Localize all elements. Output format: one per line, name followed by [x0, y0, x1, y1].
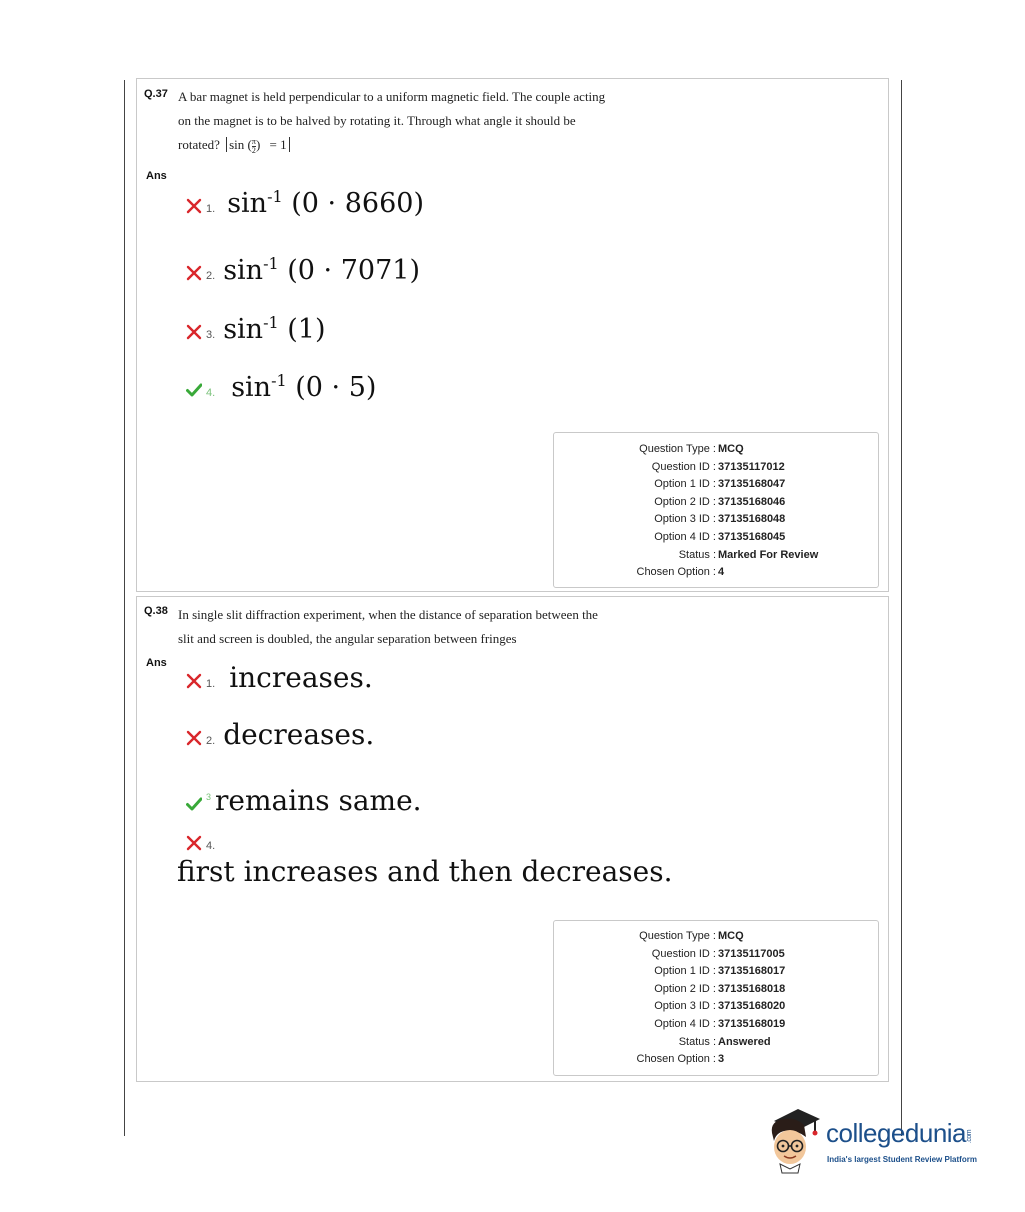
info-value: 37135168020	[718, 1000, 786, 1012]
option-1	[186, 187, 424, 219]
brand-suffix: .com	[966, 1129, 974, 1144]
option-3	[186, 313, 326, 345]
formula: sin ( $\frac{\pi}{2}$ ) = 1	[226, 137, 290, 152]
check-icon	[186, 796, 202, 812]
question-number: Q.37	[144, 88, 168, 100]
info-key: Question Type :	[639, 443, 716, 455]
option-4	[186, 371, 376, 403]
question-info-box	[553, 920, 879, 1076]
mascot-icon	[766, 1103, 822, 1175]
info-value: 37135168045	[718, 531, 786, 543]
option-text-arg: (0 · 5)	[295, 372, 377, 403]
option-number: 3	[206, 792, 212, 802]
info-key: Option 3 ID :	[654, 1000, 716, 1012]
option-text-sup: -1	[263, 254, 279, 273]
question-text-line: In single slit diffraction experiment, when the distance of separation between the	[178, 607, 598, 622]
option-text-base: sin	[227, 188, 268, 219]
option-2	[186, 718, 374, 751]
option-4	[186, 833, 223, 852]
info-value: MCQ	[718, 930, 744, 942]
option-text-arg: (1)	[287, 314, 326, 345]
brand-name	[826, 1118, 979, 1149]
info-value: 37135168017	[718, 965, 786, 977]
brand-tagline: India's largest Student Review Platform	[827, 1155, 977, 1164]
formula-pi: π	[251, 136, 256, 146]
info-key: Chosen Option :	[636, 566, 716, 578]
option-text	[223, 313, 325, 345]
info-value: 37135168047	[718, 478, 786, 490]
option-text	[223, 254, 420, 286]
option-number: 3.	[206, 329, 216, 341]
option-text: increases.	[229, 661, 373, 694]
question-text-line: A bar magnet is held perpendicular to a uniform magnetic field. The couple acting	[178, 89, 606, 104]
question-text-prefix: rotated?	[178, 137, 220, 152]
option-number: 2.	[206, 735, 216, 747]
option-text-arg: (0 · 8660)	[291, 188, 424, 219]
brand-text: collegedunia	[826, 1118, 967, 1148]
option-text	[227, 187, 424, 219]
info-key: Option 1 ID :	[654, 965, 716, 977]
info-key: Option 2 ID :	[654, 983, 716, 995]
option-text: remains same.	[215, 784, 422, 817]
formula-fraction	[252, 138, 256, 155]
cross-icon	[186, 324, 202, 340]
option-number: 4.	[206, 387, 216, 399]
page-left-border	[124, 80, 125, 1136]
collegedunia-logo	[766, 1103, 996, 1178]
info-key: Question Type :	[639, 930, 716, 942]
info-key: Status :	[678, 549, 716, 561]
cross-icon	[186, 198, 202, 214]
question-info-box	[553, 432, 879, 588]
option-3	[186, 784, 422, 817]
question-text-line: slit and screen is doubled, the angular separation between fringes	[178, 631, 517, 646]
option-text: decreases.	[223, 718, 375, 751]
cross-icon	[186, 730, 202, 746]
formula-sin: sin	[229, 137, 245, 152]
info-value: MCQ	[718, 443, 744, 455]
option-text-base: sin	[223, 314, 264, 345]
formula-rhs: = 1	[269, 137, 287, 152]
cross-icon	[186, 835, 202, 851]
check-icon	[186, 382, 202, 398]
option-number: 2.	[206, 270, 216, 282]
cross-icon	[186, 265, 202, 281]
info-value: 3	[718, 1053, 725, 1065]
info-key: Option 4 ID :	[654, 1018, 716, 1030]
info-key: Status :	[678, 1036, 716, 1048]
info-key: Option 3 ID :	[654, 513, 716, 525]
option-number: 4.	[206, 840, 216, 852]
formula-two: 2	[251, 145, 256, 155]
question-card-37	[136, 78, 889, 592]
option-1	[186, 661, 373, 694]
info-key: Option 4 ID :	[654, 531, 716, 543]
option-text-base: sin	[223, 255, 264, 286]
option-text-base: sin	[231, 372, 272, 403]
question-text	[178, 603, 698, 651]
info-key: Question ID :	[651, 948, 716, 960]
option-4-text-row	[177, 855, 672, 888]
info-key: Option 1 ID :	[654, 478, 716, 490]
option-text: first increases and then decreases.	[177, 855, 673, 888]
page-right-border	[901, 80, 902, 1136]
info-key: Question ID :	[651, 461, 716, 473]
info-value: 37135168018	[718, 983, 786, 995]
option-number: 1.	[206, 678, 216, 690]
question-text-line	[178, 133, 678, 157]
info-value: 4	[718, 566, 725, 578]
info-value: 37135117005	[718, 948, 785, 960]
info-value: 37135168019	[718, 1018, 786, 1030]
option-text-arg: (0 · 7071)	[287, 255, 420, 286]
info-value: 37135117012	[718, 461, 785, 473]
answer-label: Ans	[146, 657, 167, 669]
option-text-sup: -1	[267, 187, 283, 206]
option-number: 1.	[206, 203, 216, 215]
question-card-38	[136, 596, 889, 1082]
option-text	[231, 371, 376, 403]
info-key: Chosen Option :	[636, 1053, 716, 1065]
option-text-sup: -1	[271, 371, 287, 390]
info-value: 37135168046	[718, 496, 786, 508]
info-value: Marked For Review	[718, 549, 819, 561]
info-value: Answered	[718, 1036, 771, 1048]
question-text	[178, 85, 678, 157]
cross-icon	[186, 673, 202, 689]
info-key: Option 2 ID :	[654, 496, 716, 508]
question-number: Q.38	[144, 605, 168, 617]
question-text-line: on the magnet is to be halved by rotating it. Through what angle it should be	[178, 113, 576, 128]
info-value: 37135168048	[718, 513, 786, 525]
option-text-sup: -1	[263, 313, 279, 332]
answer-label: Ans	[146, 170, 167, 182]
option-2	[186, 254, 420, 286]
